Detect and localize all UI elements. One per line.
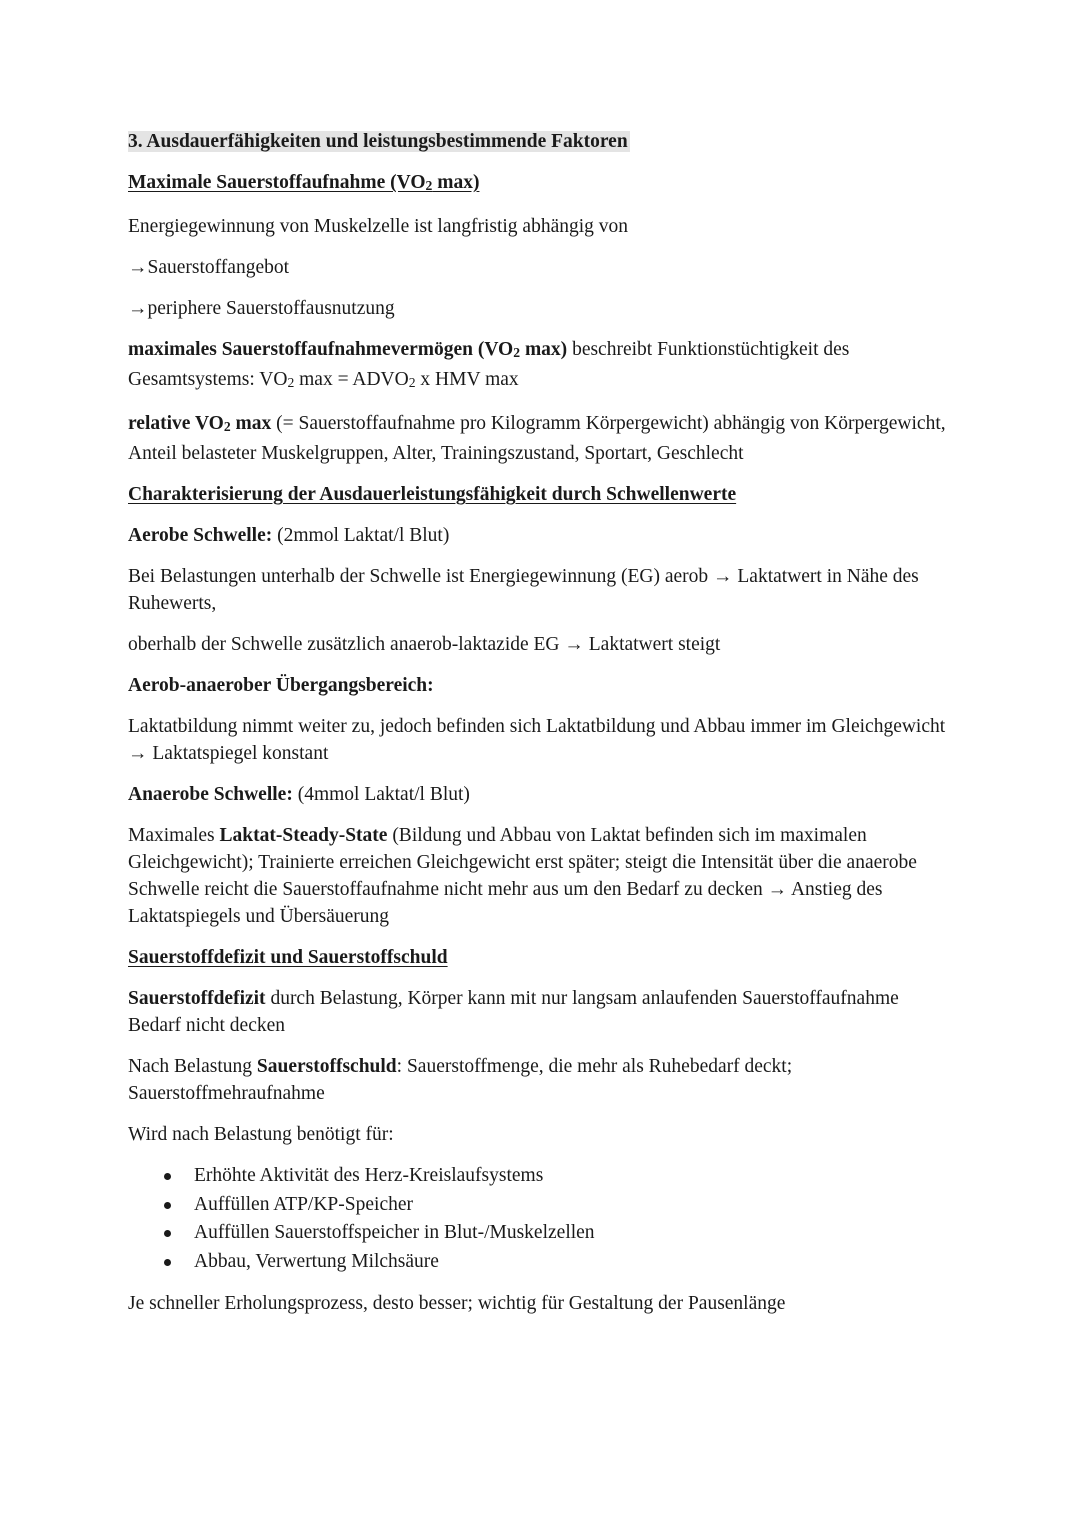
list-item: Auffüllen ATP/KP-Speicher: [194, 1191, 948, 1220]
list-item: Erhöhte Aktivität des Herz-Kreislaufsystems: [194, 1162, 948, 1191]
arrow-item-sauerstoffausnutzung: →periphere Sauerstoffausnutzung: [128, 298, 395, 320]
erholung-text: Je schneller Erholungsprozess, desto besser; wichtig für Gestaltung der Pausenlänge: [128, 1293, 786, 1315]
list-item: Auffüllen Sauerstoffspeicher in Blut-/Muskelzellen: [194, 1219, 948, 1248]
list-item: Abbau, Verwertung Milchsäure: [194, 1248, 948, 1277]
vo2-intro: Energiegewinnung von Muskelzelle ist langfristig abhängig von: [128, 216, 629, 238]
uebergangsbereich-label: Aerob-anaerober Übergangsbereich:: [128, 675, 434, 697]
aerobe-schwelle-text-2: oberhalb der Schwelle zusätzlich anaerob-laktazide EG → Laktatwert steigt: [128, 634, 721, 656]
section-title: 3. Ausdauerfähigkeiten und leistungsbestimmende Faktoren: [128, 131, 628, 152]
schwellen-heading: Charakterisierung der Ausdauerleistungsfähigkeit durch Schwellenwerte: [128, 484, 737, 506]
defizit-heading: Sauerstoffdefizit und Sauerstoffschuld: [128, 947, 448, 969]
vo2-heading: Maximale Sauerstoffaufnahme ($VO_2$ max): [128, 172, 480, 194]
arrow-item-sauerstoffangebot: →Sauerstoffangebot: [128, 257, 290, 279]
anaerobe-schwelle-label: Anaerobe Schwelle: (4mmol Laktat/l Blut): [128, 784, 470, 806]
vo2-max-definition: maximales Sauerstoffaufnahmevermögen ($VO_2$ max) beschreibt Funktionstüchtigkeit des Gesamtsystems: $VO_2$ $\max = ADVO_2$ x HMV max: [128, 339, 850, 391]
sauerstoffschuld-text: Nach Belastung Sauerstoffschuld: Sauerstoffmenge, die mehr als Ruhebedarf deckt; Sauerstoffmehraufnahme: [128, 1056, 793, 1105]
document-page: [128, 128, 948, 1331]
uebergangsbereich-text: Laktatbildung nimmt weiter zu, jedoch befinden sich Laktatbildung und Abbau immer im Gleichgewicht → Laktatspiegel konstant: [128, 716, 946, 765]
sauerstoffdefizit-text: Sauerstoffdefizit durch Belastung, Körper kann mit nur langsam anlaufenden Sauerstoffaufnahme Bedarf nicht decken: [128, 988, 899, 1037]
relative-vo2-definition: relative $VO_2$ max (= Sauerstoffaufnahme pro Kilogramm Körpergewicht) abhängig von Körpergewicht, Anteil belasteter Muskelgruppen, Alter, Trainingszustand, Sportart, Geschlecht: [128, 413, 946, 465]
aerobe-schwelle-text-1: Bei Belastungen unterhalb der Schwelle ist Energiegewinnung (EG) aerob → Laktatwert in Nähe des Ruhewerts,: [128, 566, 919, 615]
aerobe-schwelle-label: Aerobe Schwelle: (2mmol Laktat/l Blut): [128, 525, 450, 547]
benoetigt-fuer-intro: Wird nach Belastung benötigt für:: [128, 1124, 394, 1146]
anaerobe-schwelle-text: Maximales Laktat-Steady-State (Bildung und Abbau von Laktat befinden sich im maximalen Gleichgewicht); Trainierte erreichen Gleichgewicht erst später; steigt die Intensität über die anaerobe Schwelle reicht die Sauerstoffaufnahme nicht mehr aus um den Bedarf zu decken → Anstieg des Laktatspiegels und Übersäuerung: [128, 825, 917, 928]
bullet-list: [128, 1162, 948, 1276]
